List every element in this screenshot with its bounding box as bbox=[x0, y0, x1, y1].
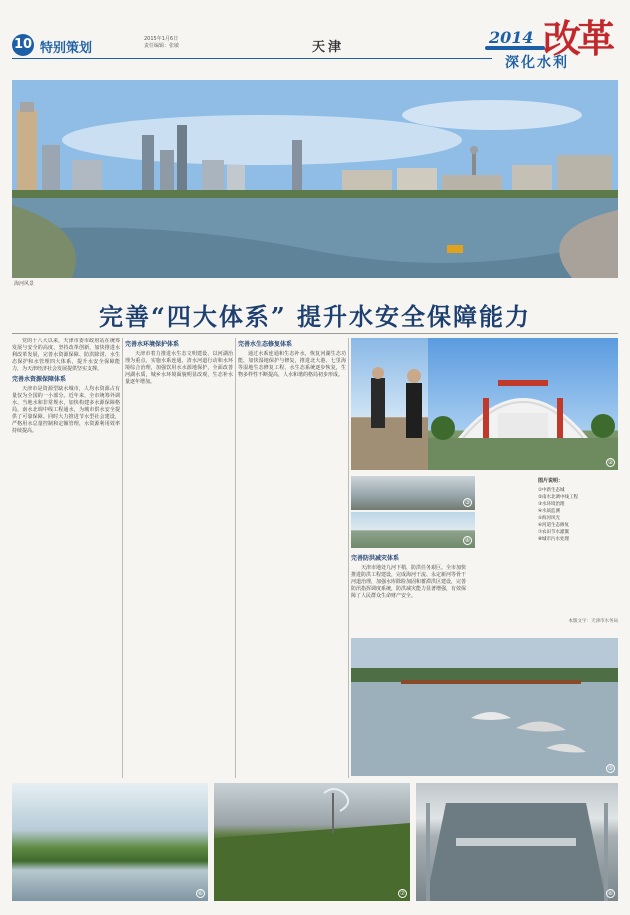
paragraph-ecology: 通过水系连通和生态补水，恢复河湖生态功能，加快湿地保护与修复，推进北大港、七里海等湿地生态修复工程，水生态系统逐步恢复，生物多样性不断提高，人水和谐的格局初步形成。 bbox=[238, 351, 346, 378]
photo-number-4: ④ bbox=[464, 537, 471, 544]
edition-date: 2015年1月6日 bbox=[144, 36, 179, 42]
hero-photo bbox=[12, 80, 618, 278]
caption-item: ⑤海河风光 bbox=[538, 516, 561, 521]
photo-6 bbox=[12, 783, 208, 901]
city-label: 天津 bbox=[312, 40, 345, 55]
page-credit: 本版文字：天津市水务局 bbox=[568, 619, 618, 624]
photo-number-7: ⑦ bbox=[399, 890, 406, 897]
photo-4 bbox=[351, 512, 475, 548]
irrigation-illustration bbox=[214, 783, 410, 901]
intro-paragraph: 党的十八大以来，天津市委市政府站在统筹发展与安全的高度，坚持改革创新，加快推进水利改革发展，完善水资源保障、防洪除涝、水生态保护和水管理四大体系，提升水安全保障能力，为天津经济社会发展提供坚实支撑。 bbox=[12, 338, 120, 372]
section-heading-water-environment: 完善水环境保护体系 bbox=[125, 341, 180, 348]
hero-caption: 海河风景 bbox=[14, 281, 35, 287]
paragraph-water-supply: 天津市是资源型缺水城市，人均水资源占有量仅为全国的一小部分。近年来，全市统筹外调水、当地水和非常规水，加快构建多水源保障格局，南水北调中线工程通水，为城市供水安全提供了可靠保障。同时大力推进节水型社会建设，严格用水总量控制和定额管理，水资源利用效率持续提高。 bbox=[12, 386, 120, 434]
header-divider bbox=[12, 58, 492, 59]
treatment-tank-illustration bbox=[416, 783, 618, 901]
column-divider bbox=[348, 338, 349, 778]
caption-item: ⑧城市污水处理 bbox=[538, 537, 570, 542]
edition-meta bbox=[144, 36, 244, 50]
text-column-3 bbox=[238, 338, 346, 778]
text-column-2 bbox=[125, 338, 233, 778]
photo-2 bbox=[428, 338, 618, 470]
caption-item: ⑦农田节水灌溉 bbox=[538, 530, 570, 535]
photo-8 bbox=[416, 783, 618, 901]
section-heading-water-supply: 完善水资源保障体系 bbox=[12, 376, 67, 383]
page-number: 10 bbox=[12, 34, 34, 56]
caption-item: ②南水北调中线工程 bbox=[538, 495, 579, 500]
article-title: 完善“四大体系” 提升水安全保障能力 bbox=[99, 302, 531, 331]
reform-logo bbox=[485, 8, 615, 78]
photo-captions bbox=[538, 478, 618, 608]
photo-7 bbox=[214, 783, 410, 901]
caption-item: ④水质监测 bbox=[538, 509, 561, 514]
birds-over-wetland-illustration bbox=[351, 638, 618, 776]
column-divider bbox=[235, 338, 236, 778]
logo-year: 2014 bbox=[489, 28, 534, 47]
photo-number-5: ⑤ bbox=[607, 765, 614, 772]
paragraph-water-environment: 天津市着力推进水生态文明建设，以河湖治理为重点，实施水系连通、清水河道行动和水环境综合治理，加强饮用水水源地保护，全面改善河湖水质，城乡水环境面貌明显改观，生态补水量逐年增加。 bbox=[125, 351, 233, 385]
caption-item: ①中新生态城 bbox=[538, 488, 565, 493]
photo-number-6: ⑥ bbox=[197, 890, 204, 897]
logo-sub: 深化水利 bbox=[505, 55, 569, 71]
photo-5 bbox=[351, 638, 618, 776]
photo-3 bbox=[351, 476, 475, 510]
photo-number-8: ⑧ bbox=[607, 890, 614, 897]
logo-main: 改革 bbox=[543, 16, 612, 61]
caption-item: ③水环境治理 bbox=[538, 502, 565, 507]
caption-item: ⑥河道生态修复 bbox=[538, 523, 570, 528]
title-divider bbox=[12, 333, 618, 334]
text-column-1 bbox=[12, 338, 120, 778]
column-divider bbox=[122, 338, 123, 778]
edition-editor: 责任编辑：张敏 bbox=[144, 43, 180, 49]
section-title: 特别策划 bbox=[40, 41, 93, 56]
photo-number-3: ③ bbox=[464, 499, 471, 506]
museum-building-illustration bbox=[428, 338, 618, 470]
city-skyline-illustration bbox=[12, 80, 618, 278]
captions-title: 图片说明： bbox=[538, 478, 564, 484]
paragraph-flood-control: 天津市地处九河下梢，防洪任务艰巨。全市加快推进防洪工程建设，完成海河干流、永定新河等骨干河道治理，加强水库除险加固和蓄滞洪区建设，完善防汛指挥调度系统，防洪减灾能力显著增强，有效保障了人民群众生命财产安全。 bbox=[351, 565, 466, 599]
photo-number-2: ② bbox=[607, 459, 614, 466]
section-heading-flood-control: 完善防洪减灾体系 bbox=[351, 555, 400, 562]
section-heading-ecology: 完善水生态修复体系 bbox=[238, 341, 293, 348]
